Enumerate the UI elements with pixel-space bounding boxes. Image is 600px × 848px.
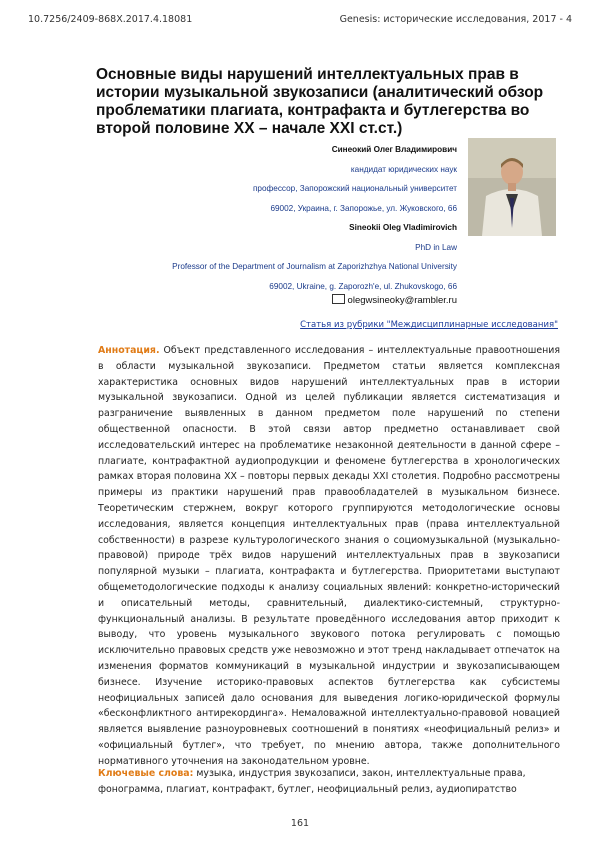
author-block [127,143,457,299]
keywords [98,766,560,798]
author-photo [468,138,556,236]
author-name-ru: Синеокий Олег Владимирович [331,145,457,154]
email-text[interactable]: olegwsineoky@rambler.ru [347,295,457,306]
author-degree-en: PhD in Law [415,242,457,252]
author-address-ru: 69002, Украина, г. Запорожье, ул. Жуковского, 66 [270,203,457,213]
author-degree-ru: кандидат юридических наук [350,164,457,174]
journal-header: Genesis: исторические исследования, 2017 - 4 [339,14,572,25]
abstract-label: Аннотация. [98,345,160,356]
keywords-text: музыка, индустрия звукозаписи, закон, интеллектуальные права, фонограмма, плагиат, контрафакт, бутлег, неофициальный релиз, аудиопиратство [98,768,526,795]
page-number: 161 [290,818,310,829]
doi: 10.7256/2409-868X.2017.4.18081 [28,14,193,25]
author-position-en: Professor of the Department of Journalism at Zaporizhzhya National University [172,262,457,271]
keywords-label: Ключевые слова: [98,768,194,779]
envelope-icon [332,294,345,304]
author-email[interactable] [332,293,457,306]
author-name-en: Sineokii Oleg Vladimirovich [349,223,457,232]
abstract [98,343,560,770]
author-position-ru: профессор, Запорожский национальный университет [252,184,457,193]
author-address-en: 69002, Ukraine, g. Zaporozh'e, ul. Zhukovskogo, 66 [269,281,457,291]
rubric-link[interactable]: Статья из рубрики "Междисциплинарные исследования" [300,320,558,330]
article-title: Основные виды нарушений интеллектуальных прав в истории музыкальной звукозаписи (аналитический обзор проблематики плагиата, контрафакта и бутлегерства во второй половине XX – начале XXI ст.ст.) [96,66,544,137]
abstract-text: Объект представленного исследования – интеллектуальные правоотношения в области музыкальной звукозаписи. Предметом статьи является комплексная характеристика основных видов нарушений интеллектуальных прав в истории музыкальной звукозаписи. Одной из целей публикации является систематизация и разграничение выявленных в данном предметом поле нарушений по степени общественной опасности. В этой связи автор предметно останавливает свой исследовательский интерес на проблематике незаконной деятельности в данной сфере – плагиате, контрафактной аудиопродукции и феномене бутлегерства в хронологических рамках вторая половина XX – повторы первых декады XXI столетия. Подробно рассмотрены примеры из практики нарушений прав правообладателей в музыкальном бизнесе. Теоретическим стержнем, вокруг которого группируются методологические основы исследования, является концепция интеллектуальных прав (права интеллектуальной собственности) в разрезе культурологического знания о социомузыкальной (музыкально-правовой) природе трёх видов нарушений интеллектуальных прав в звукозаписи популярной музыки – плагиата, контрафакта и бутлегерства. Приоритетами выступают общеметодологические подходы к анализу социальных явлений: конкретно-исторический и описательный методы, сравнительный, диалектико-системный, структурно-функциональный анализы. В результате проведённого исследования автор приходит к выводу, что уровень музыкального звукового потока регулировать с помощью исключительно правовых средств уже невозможно и этот тренд накладывает отпечаток на изменения форматов коммуникаций в музыкальной индустрии и звукозаписывающем бизнесе. Изучение историко-правовых аспектов бутлегерства как субсистемы неофициальных записей дало основания для выведения логико-юридической формулы «бесконфликтного антирекординга». Немаловажной интеллектуально-правовой новацией является выявление разноуровневых соотношений в понятиях «неофициальный релиз» и «официальный бутлег», что требует, по мнению автора, также дополнительного нормативного уточнения на законодательном уровне. [98,345,560,767]
